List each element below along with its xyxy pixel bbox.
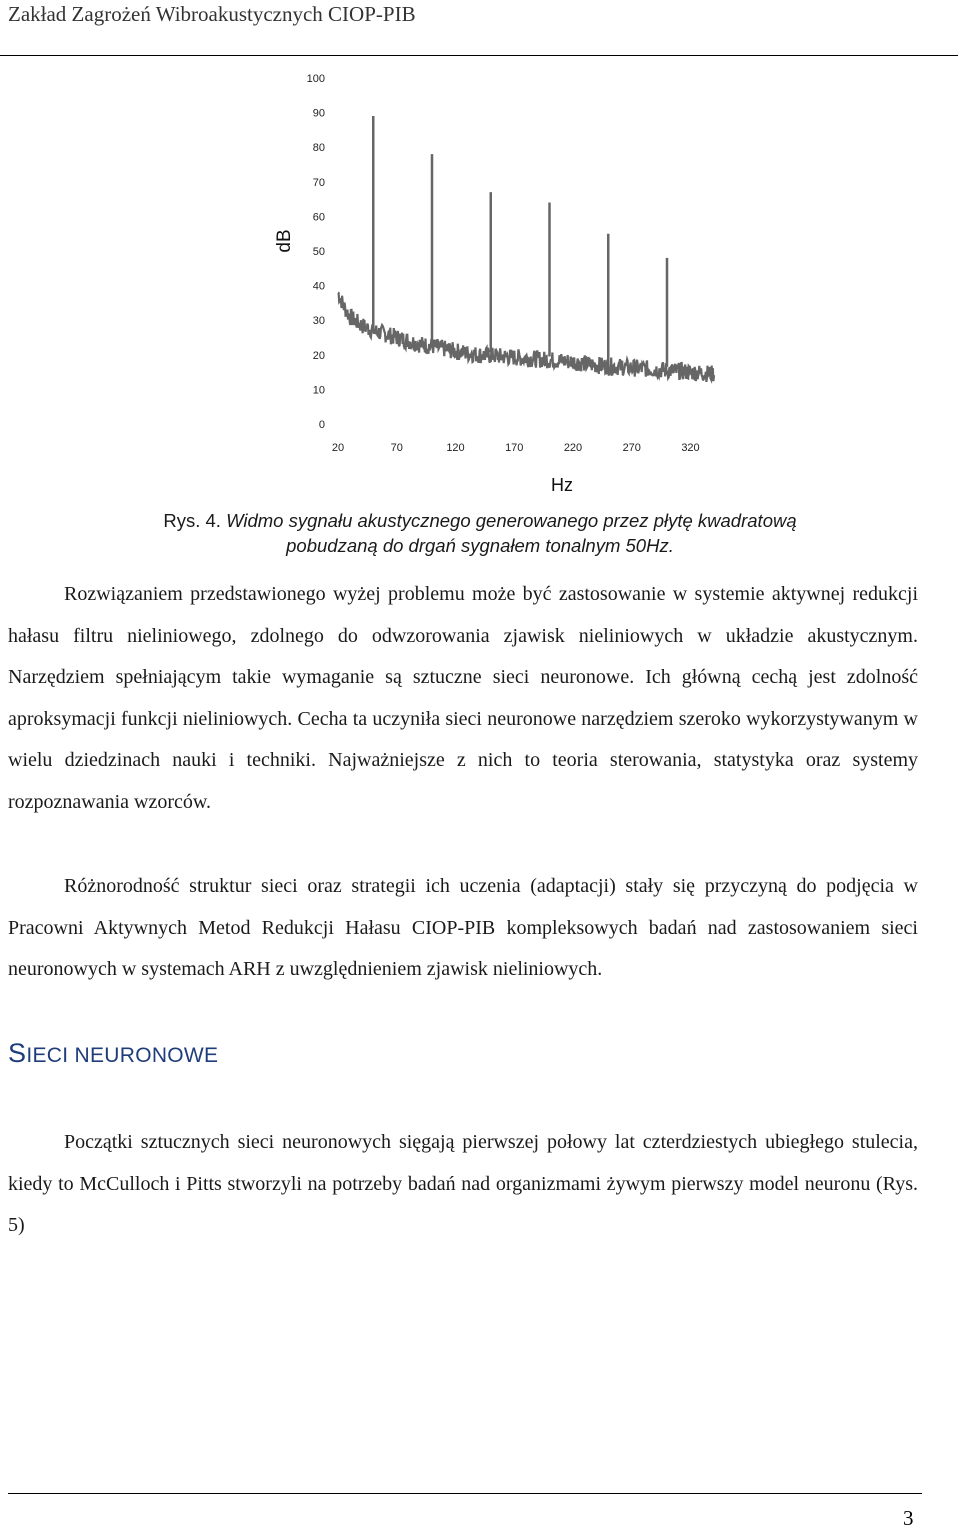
- paragraph-3: [8, 1122, 918, 1247]
- x-tick-label: 320: [681, 442, 700, 454]
- y-tick-label: 30: [312, 315, 325, 328]
- section-heading-rest: IECI NEURONOWE: [26, 1044, 219, 1067]
- caption-line1: Widmo sygnału akustycznego generowanego przez płytę kwadratową: [226, 510, 797, 531]
- x-tick-label: 220: [563, 442, 583, 454]
- y-tick-label: 40: [312, 280, 325, 293]
- paragraph-2: [8, 866, 918, 991]
- y-tick-label: 20: [312, 349, 325, 362]
- y-tick-label: 80: [312, 142, 325, 155]
- y-tick-label: 50: [312, 246, 325, 258]
- header-rule: [0, 55, 958, 56]
- y-tick-label: 10: [312, 384, 325, 397]
- y-tick-label: 0: [318, 419, 325, 431]
- figure-caption: [0, 508, 960, 558]
- x-tick-label: 20: [331, 442, 345, 454]
- spectrum-chart: [260, 60, 730, 500]
- x-axis-label: Hz: [551, 475, 573, 495]
- y-tick-label: 90: [312, 107, 325, 120]
- y-axis-label: dB: [274, 229, 295, 253]
- paragraph-2-text: Różnorodność struktur sieci oraz strategii ich uczenia (adaptacji) stały się przyczyną do podjęcia w Pracowni Aktywnych Metod Redukcji Hałasu CIOP-PIB kompleksowych badań nad zastosowaniem sieci neuronowych w systemach ARH z uwzględnieniem zjawisk nieliniowych.: [8, 875, 918, 980]
- section-heading-initial: S: [8, 1038, 27, 1068]
- x-tick-label: 170: [505, 442, 524, 454]
- page-number: 3: [903, 1506, 914, 1530]
- x-tick-label: 270: [622, 442, 641, 454]
- header-title: Zakład Zagrożeń Wibroakustycznych CIOP-PIB: [8, 2, 416, 26]
- x-tick-label: 120: [446, 442, 465, 454]
- y-tick-label: 100: [306, 73, 325, 85]
- paragraph-3-text: Początki sztucznych sieci neuronowych sięgają pierwszej połowy lat czterdziestych ubiegłego stulecia, kiedy to McCulloch i Pitts stworzyli na potrzeby badań nad organizmami żywym pierwszy model neuronu (Rys. 5): [8, 1131, 918, 1236]
- paragraph-1-text: Rozwiązaniem przedstawionego wyżej problemu może być zastosowanie w systemie aktywnej redukcji hałasu filtru nieliniowego, zdolnego do odwzorowania zjawisk nieliniowych w układzie akustycznym. Narzędziem spełniającym takie wymaganie są sztuczne sieci neuronowe. Ich główną cechą jest zdolność aproksymacji funkcji nieliniowych. Cecha ta uczyniła sieci neuronowe narzędziem szeroko wykorzystywanym w wielu dziedzinach nauki i techniki. Najważniejsze z nich to teoria sterowania, statystyka oraz systemy rozpoznawania wzorców.: [8, 583, 918, 813]
- y-tick-label: 60: [312, 211, 325, 224]
- x-tick-label: 70: [390, 442, 403, 454]
- footer-rule: [8, 1493, 922, 1494]
- noise-floor-line: [338, 293, 714, 382]
- caption-line2: pobudzaną do drgań sygnałem tonalnym 50Hz.: [286, 535, 674, 556]
- paragraph-1: [8, 574, 918, 823]
- caption-label: Rys. 4.: [163, 510, 221, 531]
- chart-svg: [260, 60, 730, 500]
- section-heading: [8, 1038, 218, 1069]
- y-tick-label: 70: [312, 176, 325, 189]
